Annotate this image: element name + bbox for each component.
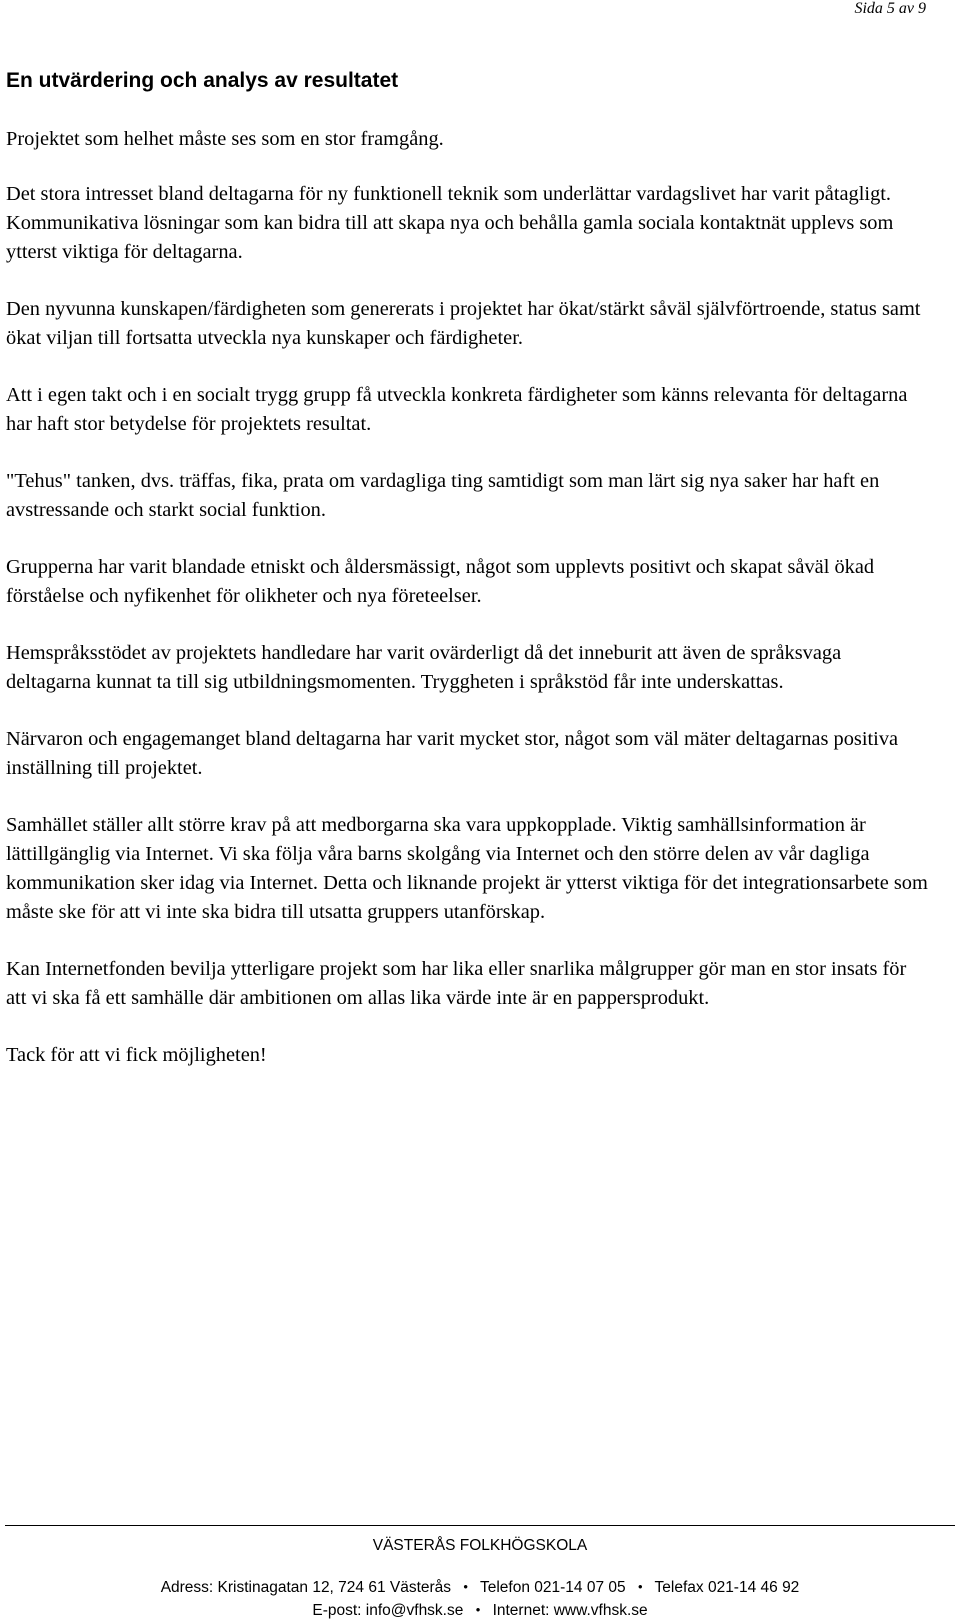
paragraph-9: Samhället ställer allt större krav på att medborgarna ska vara uppkopplade. Viktig samhällsinformation är lättillgänglig via Internet. Vi ska följa våra barns skolgång via Internet och den större delen av vår dagliga kommunikation sker idag via Internet. Detta och liknande projekt är ytterst viktiga för det integrationsarbete som måste ske för att vi inte ska bidra till utsatta gruppers utanförskap. (6, 814, 928, 923)
paragraph-3: Den nyvunna kunskapen/färdigheten som genererats i projektet har ökat/stärkt såväl självförtroende, status samt ökat viljan till fortsatta utveckla nya kunskaper och färdigheter. (6, 298, 921, 349)
body-text (6, 125, 931, 1098)
footer-divider (5, 1525, 955, 1526)
bullet-separator: • (463, 1579, 468, 1594)
footer-online-line (0, 1600, 960, 1621)
footer-address: Adress: Kristinagatan 12, 724 61 Västerås (160, 1579, 452, 1596)
footer-contact-line (0, 1577, 960, 1598)
paragraph-5: "Tehus" tanken, dvs. träffas, fika, prata om vardagliga ting samtidigt som man lärt sig nya saker har haft en avstressande och starkt social funktion. (6, 470, 880, 521)
footer-phone: Telefon 021-14 07 05 (479, 1579, 626, 1596)
footer-organization: VÄSTERÅS FOLKHÖGSKOLA (372, 1537, 588, 1554)
paragraph-6: Grupperna har varit blandade etniskt och åldersmässigt, något som upplevts positivt och skapat såväl ökad förståelse och nyfikenhet för olikheter och nya företeelser. (6, 556, 875, 607)
paragraph-7: Hemspråksstödet av projektets handledare har varit ovärderligt då det inneburit att även de språksvaga deltagarna kunnat ta till sig utbildningsmomenten. Tryggheten i språkstöd får inte underskattas. (6, 642, 842, 693)
paragraph-11: Tack för att vi fick möjligheten! (6, 1044, 267, 1066)
bullet-separator: • (637, 1579, 643, 1594)
footer-website: Internet: www.vfhsk.se (492, 1602, 648, 1619)
footer-email: E-post: info@vfhsk.se (312, 1602, 464, 1619)
page-number: Sida 5 av 9 (854, 0, 926, 17)
paragraph-1: Projektet som helhet måste ses som en stor framgång. (6, 128, 444, 150)
paragraph-4: Att i egen takt och i en socialt trygg grupp få utveckla konkreta färdigheter som känns relevanta för deltagarna har haft stor betydelse för projektets resultat. (6, 384, 908, 435)
bullet-separator: • (475, 1602, 481, 1617)
footer-fax: Telefax 021-14 46 92 (654, 1579, 800, 1596)
paragraph-2: Det stora intresset bland deltagarna för ny funktionell teknik som underlättar vardagslivet har varit påtagligt. Kommunikativa lösningar som kan bidra till att skapa nya och behålla gamla sociala kontaktnät upplevs som ytterst viktiga för deltagarna. (6, 183, 894, 263)
paragraph-10: Kan Internetfonden bevilja ytterligare projekt som har lika eller snarlika målgrupper gör man en stor insats för att vi ska få ett samhälle där ambitionen om allas lika värde inte är en pappersprodukt. (6, 958, 907, 1009)
paragraph-8: Närvaron och engagemanget bland deltagarna har varit mycket stor, något som väl mäter deltagarnas positiva inställning till projektet. (6, 728, 899, 779)
section-heading: En utvärdering och analys av resultatet (6, 69, 399, 92)
